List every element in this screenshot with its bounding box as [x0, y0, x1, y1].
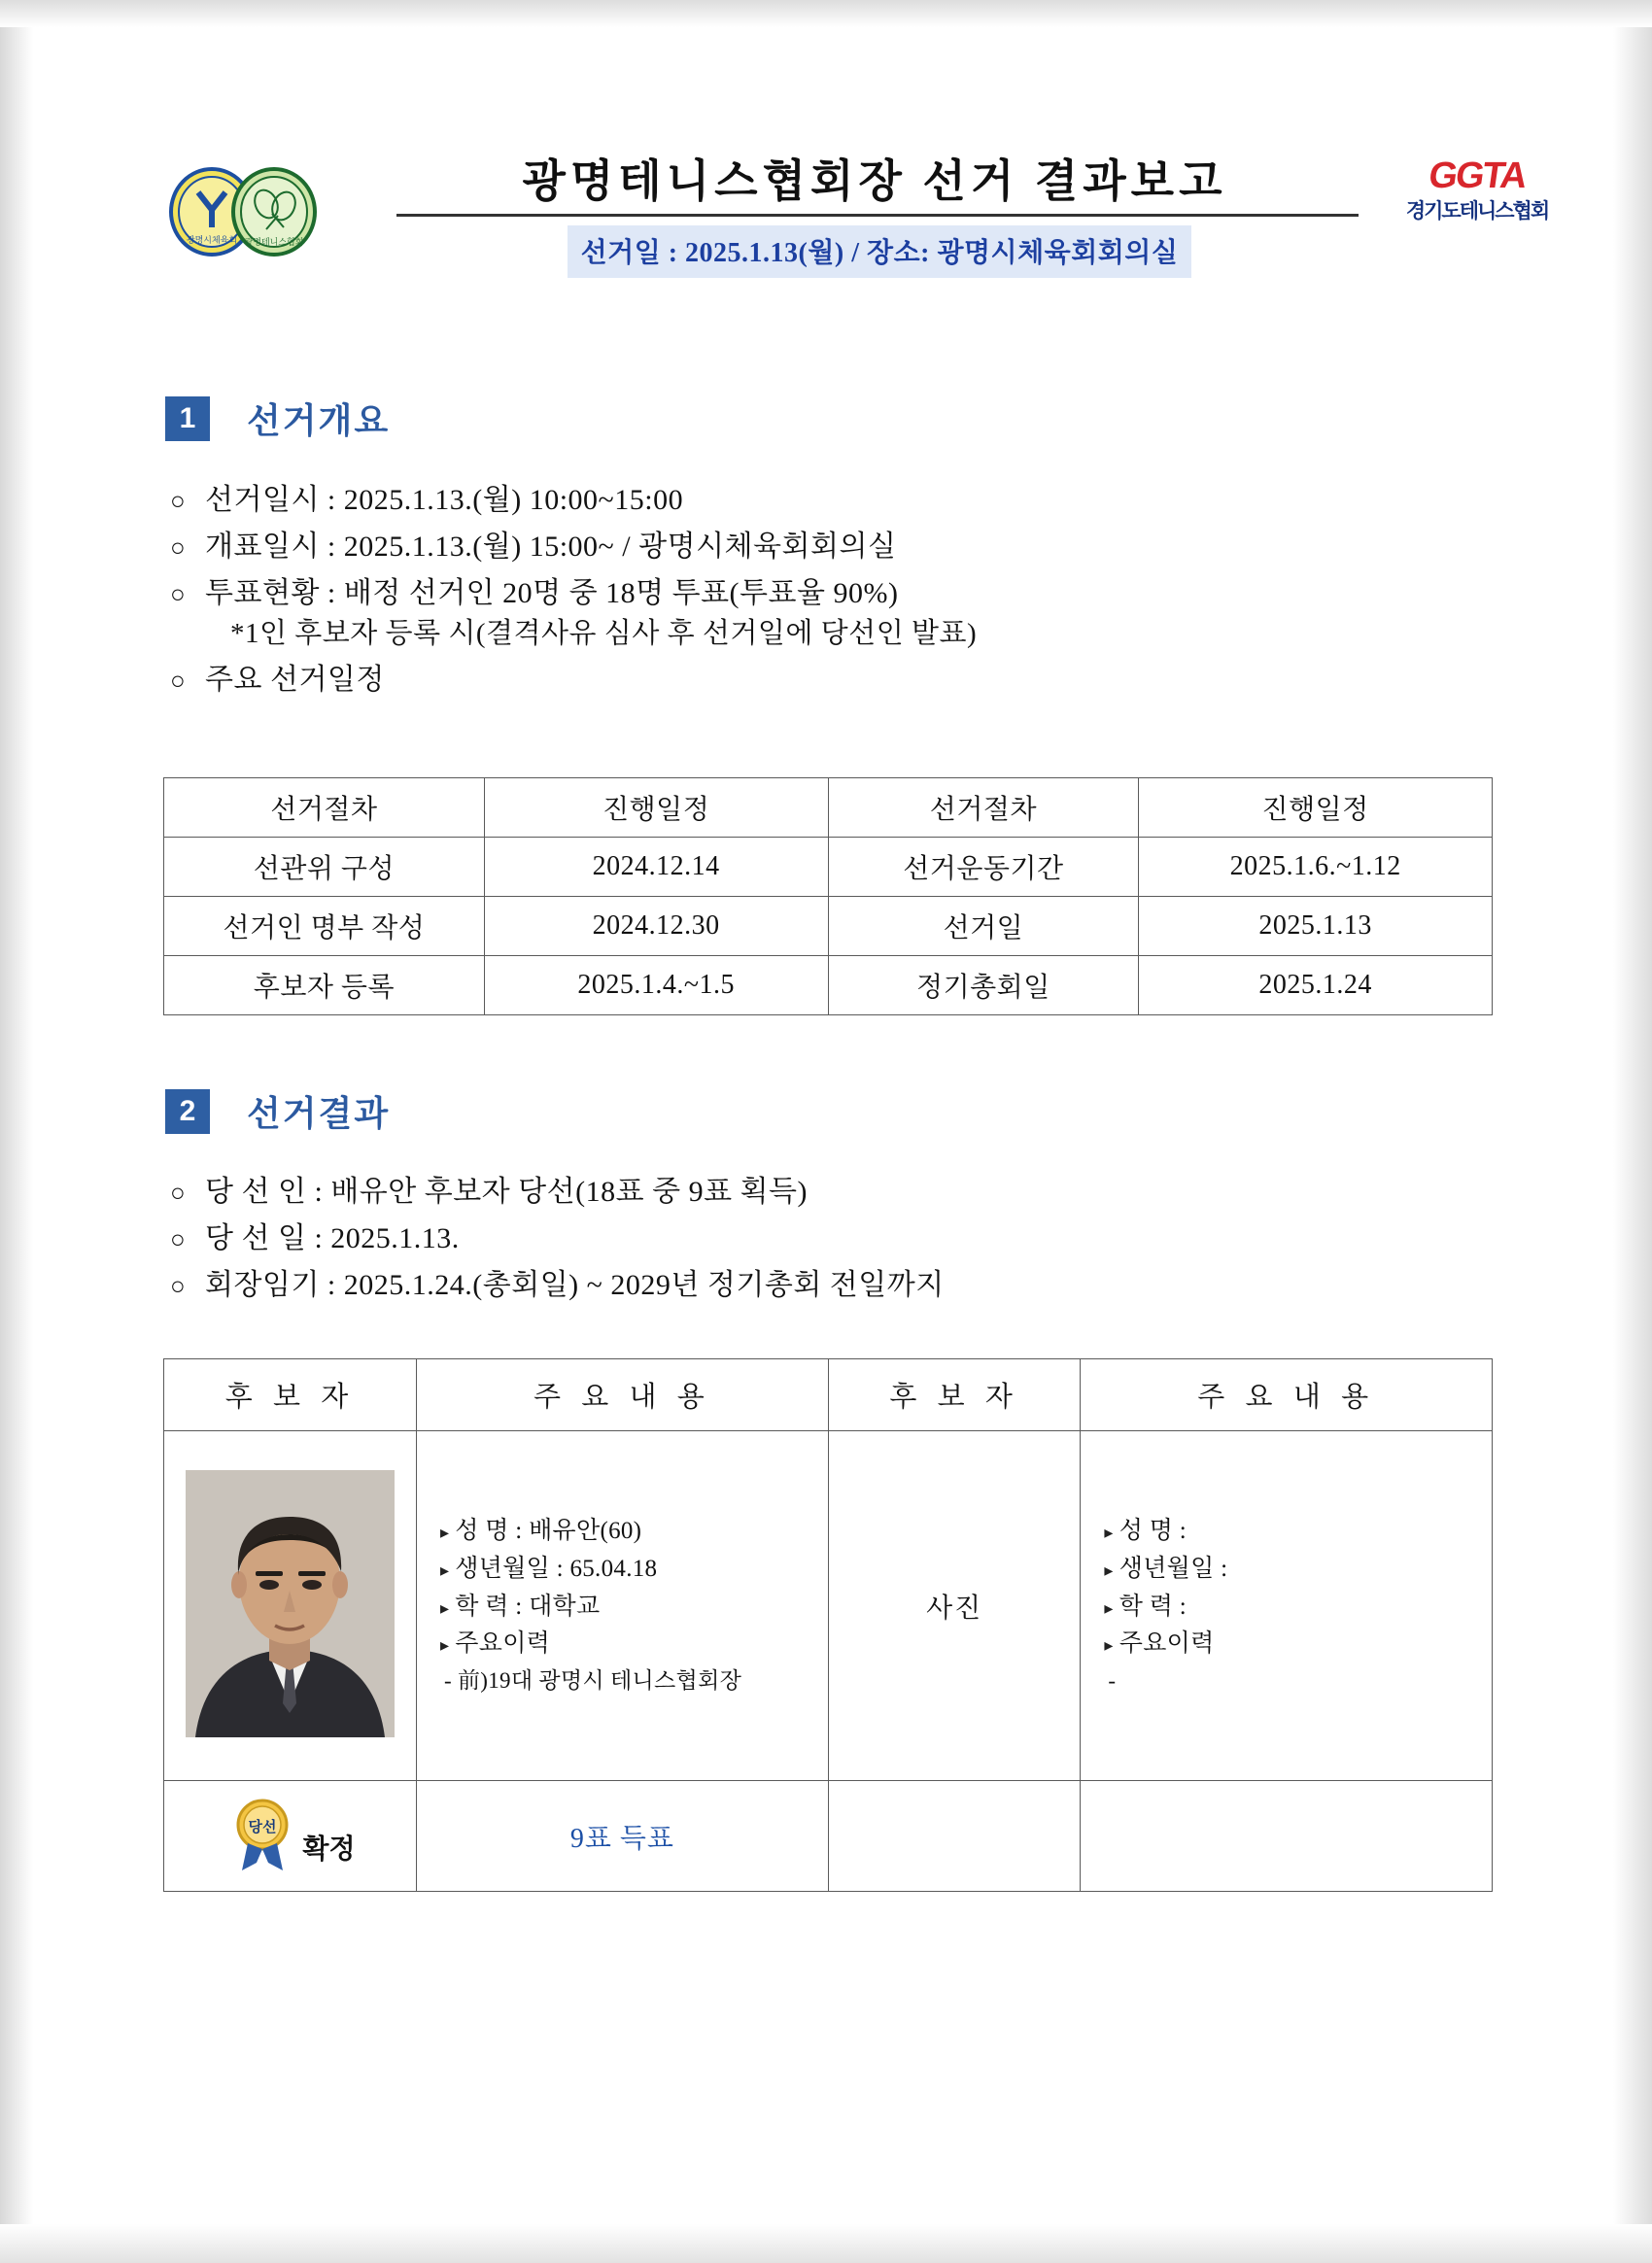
bullet-marker: ○: [170, 533, 186, 562]
column-header: 진행일정: [484, 778, 828, 838]
document-subtitle-wrap: [389, 225, 1370, 278]
bullet-text: 선거일시 : 2025.1.13.(월) 10:00~15:00: [205, 484, 684, 516]
bullet-item: [170, 666, 1492, 695]
column-header: 주 요 내 용: [416, 1359, 828, 1431]
gwangmyeong-association-logo-icon: [165, 167, 330, 257]
ggta-logo-icon: [1390, 155, 1565, 224]
candidate-result-row: [164, 1781, 1493, 1892]
candidate-1-votes: 9표 득표: [416, 1781, 828, 1892]
candidate-2-photo-cell: 사진: [828, 1431, 1081, 1781]
candidate-2-education-line: [1104, 1589, 1468, 1627]
table-cell: 정기총회일: [828, 956, 1139, 1015]
candidate-2-name: 성 명 :: [1119, 1518, 1187, 1545]
election-schedule-table: [163, 777, 1493, 1015]
table-cell: 후보자 등록: [164, 956, 485, 1015]
document-header: [146, 146, 1549, 340]
table-row: [164, 838, 1493, 897]
candidate-1-photo-cell: [164, 1431, 417, 1781]
candidate-2-education: 학 력 :: [1119, 1593, 1187, 1620]
bullet-note: *1인 후보자 등록 시(결격사유 심사 후 선거일에 당선인 발표): [230, 618, 978, 649]
bullet-marker: ○: [170, 580, 186, 608]
bullet-item: [170, 1178, 1492, 1207]
candidate-1-result-cell: [164, 1781, 417, 1892]
svg-text:당선: 당선: [248, 1819, 277, 1835]
candidate-1-photo: [186, 1470, 395, 1737]
bullet-triangle-icon: ▸: [439, 1635, 450, 1656]
candidate-2-info: [1081, 1431, 1493, 1781]
candidate-1-education-line: [440, 1589, 805, 1627]
candidate-1-name-line: [440, 1513, 805, 1551]
bullet-marker: ○: [170, 667, 186, 695]
bullet-triangle-icon: ▸: [1104, 1597, 1114, 1618]
candidate-2-career-item: -: [1108, 1668, 1117, 1694]
table-cell: 선거운동기간: [828, 838, 1139, 897]
section-2-number: 2: [165, 1089, 210, 1134]
candidate-1-name: 성 명 : 배유안(60): [455, 1518, 642, 1545]
table-cell: 2025.1.13: [1139, 897, 1493, 956]
column-header: 후 보 자: [164, 1359, 417, 1431]
table-cell: 2025.1.24: [1139, 956, 1493, 1015]
bullet-text: 개표일시 : 2025.1.13.(월) 15:00~ / 광명시체육회회의실: [205, 531, 897, 563]
candidate-1-info: [416, 1431, 828, 1781]
candidate-result-table: [163, 1358, 1493, 1892]
candidate-1-education: 학 력 : 대학교: [455, 1593, 601, 1620]
bullet-marker: ○: [170, 487, 186, 515]
table-row: [164, 956, 1493, 1015]
table-cell: 2025.1.4.~1.5: [484, 956, 828, 1015]
column-header: 후 보 자: [828, 1359, 1081, 1431]
column-header: 선거절차: [828, 778, 1139, 838]
table-cell: 선거인 명부 작성: [164, 897, 485, 956]
candidate-2-career-label: 주요이력: [1119, 1630, 1215, 1658]
table-cell: 2025.1.6.~1.12: [1139, 838, 1493, 897]
table-cell: 선관위 구성: [164, 838, 485, 897]
document-subtitle: 선거일 : 2025.1.13(월) / 장소: 광명시체육회회의실: [568, 225, 1192, 278]
candidate-2-career-line: [1104, 1626, 1468, 1663]
candidate-1-career-label: 주요이력: [455, 1630, 551, 1658]
candidate-2-birth: 생년월일 :: [1119, 1555, 1228, 1582]
column-header: 주 요 내 용: [1081, 1359, 1493, 1431]
document-title: 광명테니스협회장 선거 결과보고: [522, 156, 1227, 206]
candidate-1-career-line: [440, 1626, 805, 1663]
candidate-2-name-line: [1104, 1513, 1468, 1551]
bullet-text: 당 선 일 : 2025.1.13.: [205, 1222, 460, 1254]
table-cell: 선거일: [828, 897, 1139, 956]
candidate-2-result-cell: [828, 1781, 1081, 1892]
bullet-item: [170, 486, 1492, 515]
ggta-logo-text: GGTA: [1426, 155, 1529, 196]
candidate-1-birth-line: [440, 1551, 805, 1589]
award-ribbon-icon: [224, 1795, 300, 1872]
column-header: 진행일정: [1139, 778, 1493, 838]
elected-badge-text: 확정: [302, 1834, 356, 1865]
bullet-triangle-icon: ▸: [1104, 1635, 1114, 1656]
svg-text:광명테니스협회: 광명테니스협회: [244, 237, 304, 247]
section-2-heading: [165, 1086, 390, 1136]
table-cell: 2024.12.14: [484, 838, 828, 897]
table-cell: 2024.12.30: [484, 897, 828, 956]
candidate-1-career-item: - 前)19대 광명시 테니스협회장: [443, 1668, 742, 1694]
candidate-2-birth-line: [1104, 1551, 1468, 1589]
bullet-item: [170, 1271, 1492, 1300]
elected-badge: [224, 1795, 355, 1872]
bullet-item: [170, 532, 1492, 562]
column-header: 선거절차: [164, 778, 485, 838]
table-row: [164, 897, 1493, 956]
bullet-item: [170, 1224, 1492, 1253]
bullet-text: 투표현황 : 배정 선거인 20명 중 18명 투표(투표율 90%): [205, 577, 899, 609]
bullet-marker: ○: [170, 1179, 186, 1207]
table-header-row: [164, 778, 1493, 838]
section-1-number: 1: [165, 396, 210, 441]
bullet-triangle-icon: ▸: [1104, 1560, 1114, 1580]
candidate-2-votes: [1081, 1781, 1493, 1892]
bullet-triangle-icon: ▸: [439, 1597, 450, 1618]
title-divider: [396, 214, 1359, 217]
bullet-text: 주요 선거일정: [205, 664, 385, 696]
bullet-marker: ○: [170, 1272, 186, 1300]
section-1-bullets: [170, 486, 1492, 712]
bullet-marker: ○: [170, 1225, 186, 1253]
bullet-triangle-icon: ▸: [1104, 1523, 1114, 1543]
section-1-title: 선거개요: [247, 401, 391, 440]
bullet-item: [170, 579, 1492, 608]
candidate-detail-row: [164, 1431, 1493, 1781]
svg-text:광명시체육회: 광명시체육회: [186, 235, 238, 245]
table-header-row: [164, 1359, 1493, 1431]
bullet-text: 당 선 인 : 배유안 후보자 당선(18표 중 9표 획득): [205, 1176, 808, 1208]
ggta-logo-subtext: 경기도테니스협회: [1405, 200, 1549, 223]
candidate-1-birth: 생년월일 : 65.04.18: [455, 1555, 658, 1582]
bullet-triangle-icon: ▸: [439, 1560, 450, 1580]
section-1-heading: [165, 394, 390, 443]
section-2-bullets: [170, 1178, 1492, 1318]
section-2-title: 선거결과: [247, 1094, 391, 1133]
bullet-text: 회장임기 : 2025.1.24.(총회일) ~ 2029년 정기총회 전일까지: [205, 1269, 945, 1301]
bullet-triangle-icon: ▸: [439, 1523, 450, 1543]
